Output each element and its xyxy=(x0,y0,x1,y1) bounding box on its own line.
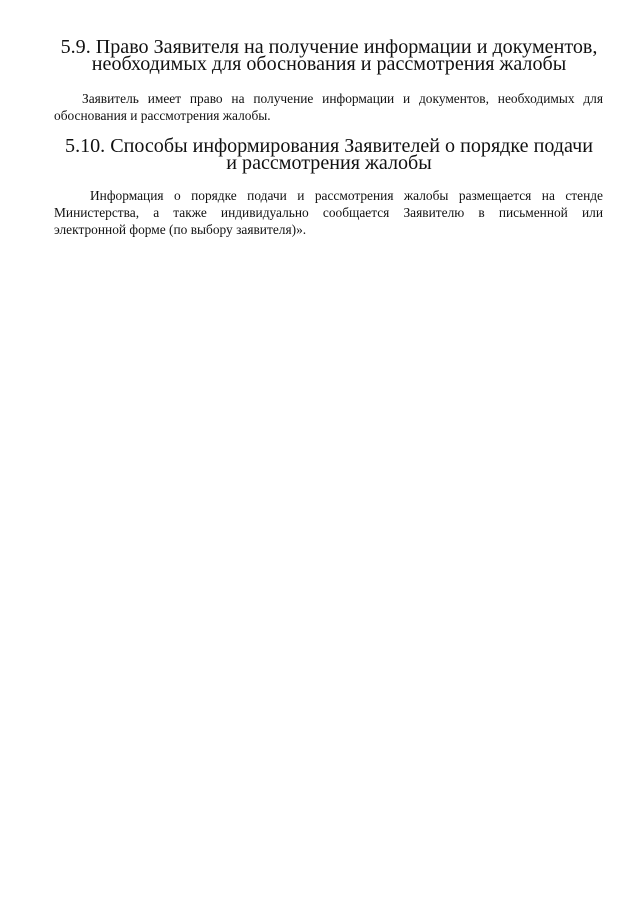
section-5-10-paragraph-line2: Министерства, а также индивидуально сообщается Заявителю в письменной или xyxy=(54,205,603,220)
section-5-10-paragraph-line3: электронной форме (по выбору заявителя)». xyxy=(54,222,307,237)
section-5-10-paragraph-line1: Информация о порядке подачи и рассмотрения жалобы размещается на стенде xyxy=(90,188,603,203)
section-5-9-paragraph-line2: обоснования и рассмотрения жалобы. xyxy=(54,108,271,123)
section-5-9-heading-line2: необходимых для обоснования и рассмотрения жалобы xyxy=(91,53,567,75)
section-5-9-paragraph xyxy=(54,90,603,124)
section-5-9-heading-line1: 5.9. Право Заявителя на получение информации и документов, xyxy=(60,36,598,58)
section-5-9-heading xyxy=(54,36,604,75)
section-5-10-paragraph xyxy=(54,187,603,238)
section-5-10-heading-line1: 5.10. Способы информирования Заявителей о порядке подачи xyxy=(65,135,593,157)
section-5-10-heading-line2: и рассмотрения жалобы xyxy=(226,152,432,174)
section-5-10-heading xyxy=(54,135,604,174)
section-5-9-paragraph-line1: Заявитель имеет право на получение информации и документов, необходимых для xyxy=(82,91,603,106)
